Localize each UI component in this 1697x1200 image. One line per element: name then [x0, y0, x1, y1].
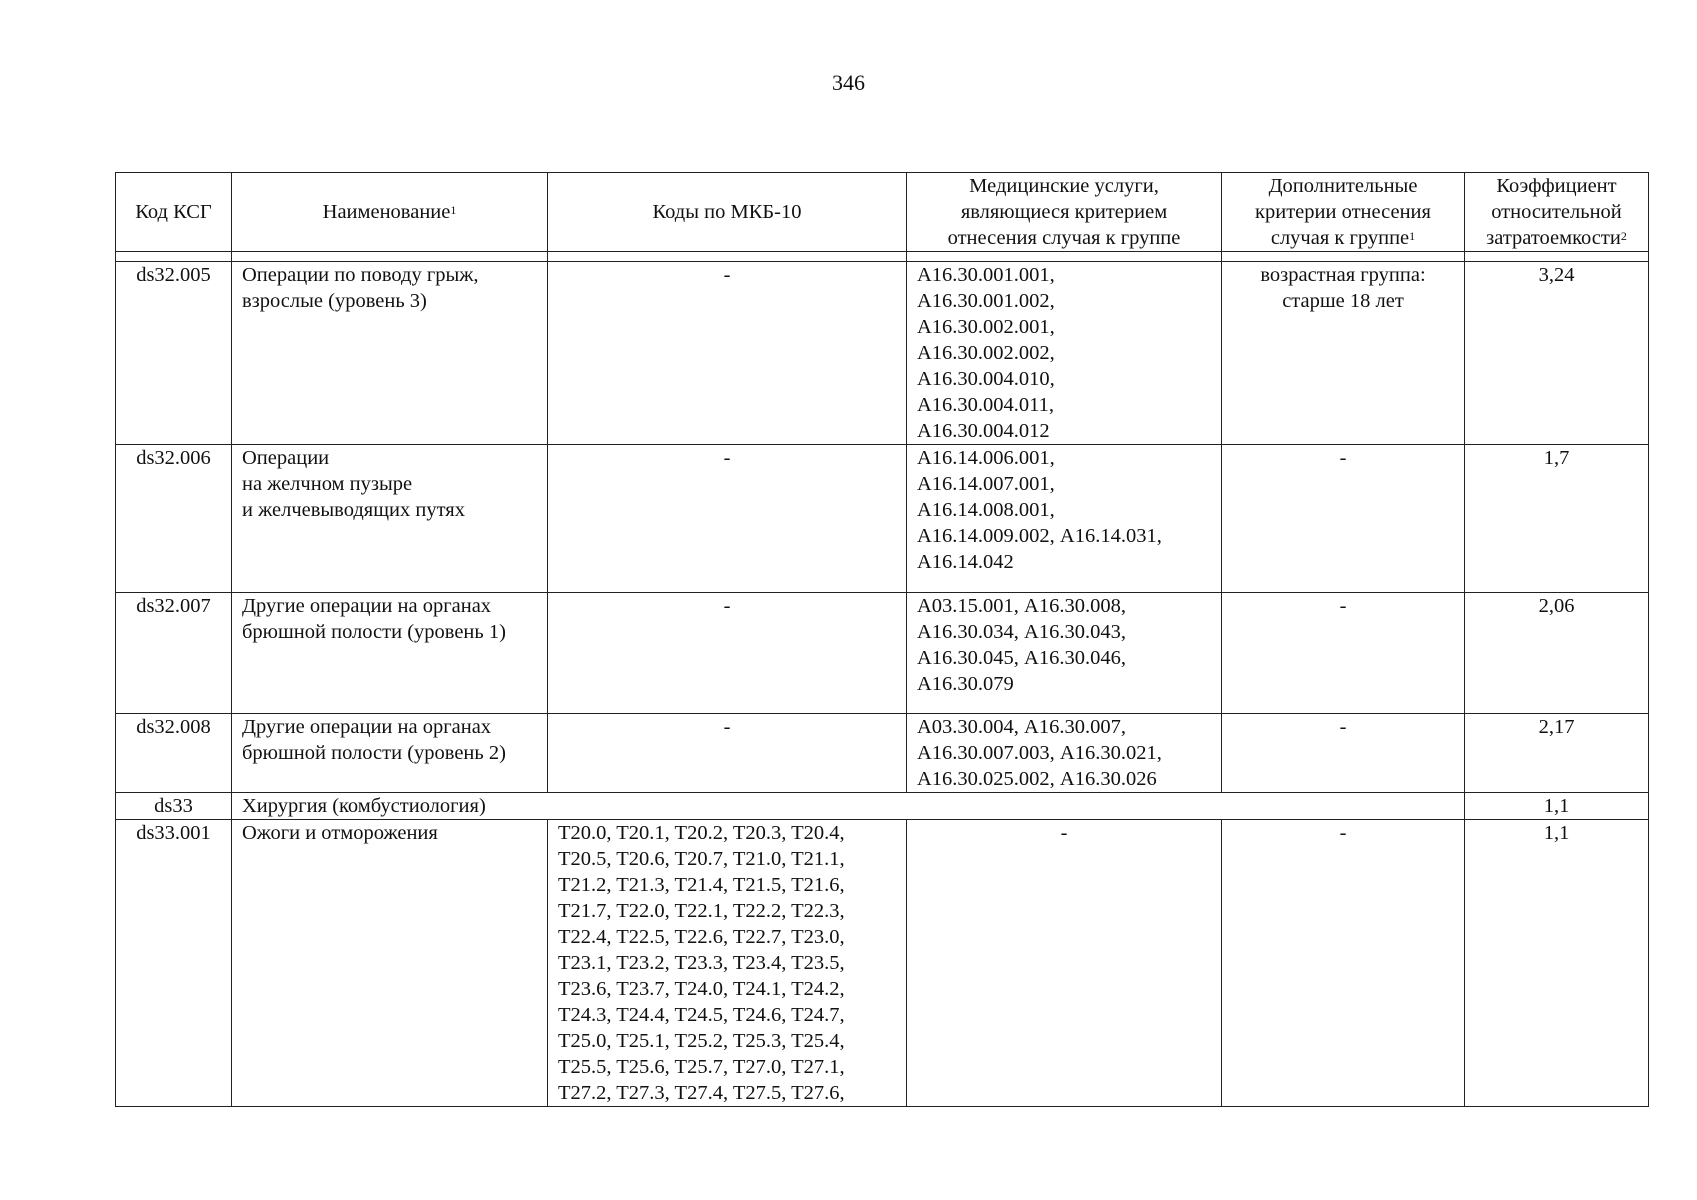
- icd-codes: T20.0, T20.1, T20.2, T20.3, T20.4, T20.5, T20.6, T20.7, T21.0, T21.1, T21.2, T21.3, T21.4, T21.5, T21.6, T21.7, T22.0, T22.1, T22.2, T22.3, T22.4, T22.5, T22.6, T22.7, T23.0, T23.1, T23.2, T23.3, T23.4, T23.5, T23.6, T23.7, T24.0, T24.1, T24.2, T24.3, T24.4, T24.5, T24.6, T24.7, T25.0, T25.1, T25.2, T25.3, T25.4, T25.5, T25.6, T25.7, T27.0, T27.1, T27.2, T27.3, T27.4, T27.5, T27.6,: [548, 820, 907, 1107]
- coefficient: 1,7: [1465, 445, 1649, 593]
- group-row: [116, 793, 1649, 820]
- table-header: [116, 173, 1649, 252]
- ksg-code: ds32.008: [116, 714, 232, 793]
- icd-codes: -: [548, 445, 907, 593]
- header-spacer-row: [116, 252, 1649, 262]
- medical-services: А03.30.004, А16.30.007, А16.30.007.003, А16.30.021, А16.30.025.002, А16.30.026: [907, 714, 1222, 793]
- ksg-code: ds32.006: [116, 445, 232, 593]
- group-coefficient: 1,1: [1465, 793, 1649, 820]
- icd-codes: -: [548, 714, 907, 793]
- table-row: [116, 262, 1649, 445]
- icd-codes: -: [548, 593, 907, 714]
- ksg-code: ds33.001: [116, 820, 232, 1107]
- table-row: [116, 714, 1649, 793]
- header-code: Код КСГ: [116, 173, 232, 252]
- ksg-name: Операции по поводу грыж, взрослые (уровень 3): [232, 262, 548, 445]
- coefficient: 3,24: [1465, 262, 1649, 445]
- header-services: Медицинские услуги, являющиеся критерием отнесения случая к группе: [907, 173, 1222, 252]
- header-name: Наименование$^1$: [232, 173, 548, 252]
- page-number: 346: [832, 70, 865, 95]
- group-code: ds33: [116, 793, 232, 820]
- ksg-name: Операции на желчном пузыре и желчевыводящих путях: [232, 445, 548, 593]
- header-coefficient: Коэффициент относительной затратоемкости$^2$: [1465, 173, 1649, 252]
- table-row: [116, 820, 1649, 1107]
- icd-codes: -: [548, 262, 907, 445]
- medical-services: А16.30.001.001, А16.30.001.002, А16.30.002.001, А16.30.002.002, А16.30.004.010, А16.30.004.011, А16.30.004.012: [907, 262, 1222, 445]
- ksg-table: [115, 172, 1649, 1107]
- ksg-name: Другие операции на органах брюшной полости (уровень 1): [232, 593, 548, 714]
- medical-services: А16.14.006.001, А16.14.007.001, А16.14.008.001, А16.14.009.002, А16.14.031, А16.14.042: [907, 445, 1222, 593]
- header-icd: Коды по МКБ-10: [548, 173, 907, 252]
- additional-criteria: -: [1222, 445, 1465, 593]
- medical-services: -: [907, 820, 1222, 1107]
- ksg-name: Ожоги и отморожения: [232, 820, 548, 1107]
- coefficient: 2,06: [1465, 593, 1649, 714]
- additional-criteria: -: [1222, 593, 1465, 714]
- ksg-name: Другие операции на органах брюшной полости (уровень 2): [232, 714, 548, 793]
- coefficient: 2,17: [1465, 714, 1649, 793]
- group-name: Хирургия (комбустиология): [232, 793, 1465, 820]
- header-criteria: Дополнительные критерии отнесения случая к группе$^1$: [1222, 173, 1465, 252]
- additional-criteria: возрастная группа: старше 18 лет: [1222, 262, 1465, 445]
- medical-services: А03.15.001, А16.30.008, А16.30.034, А16.30.043, А16.30.045, А16.30.046, А16.30.079: [907, 593, 1222, 714]
- ksg-code: ds32.007: [116, 593, 232, 714]
- ksg-code: ds32.005: [116, 262, 232, 445]
- table-row: [116, 445, 1649, 593]
- coefficient: 1,1: [1465, 820, 1649, 1107]
- additional-criteria: -: [1222, 714, 1465, 793]
- additional-criteria: -: [1222, 820, 1465, 1107]
- table-row: [116, 593, 1649, 714]
